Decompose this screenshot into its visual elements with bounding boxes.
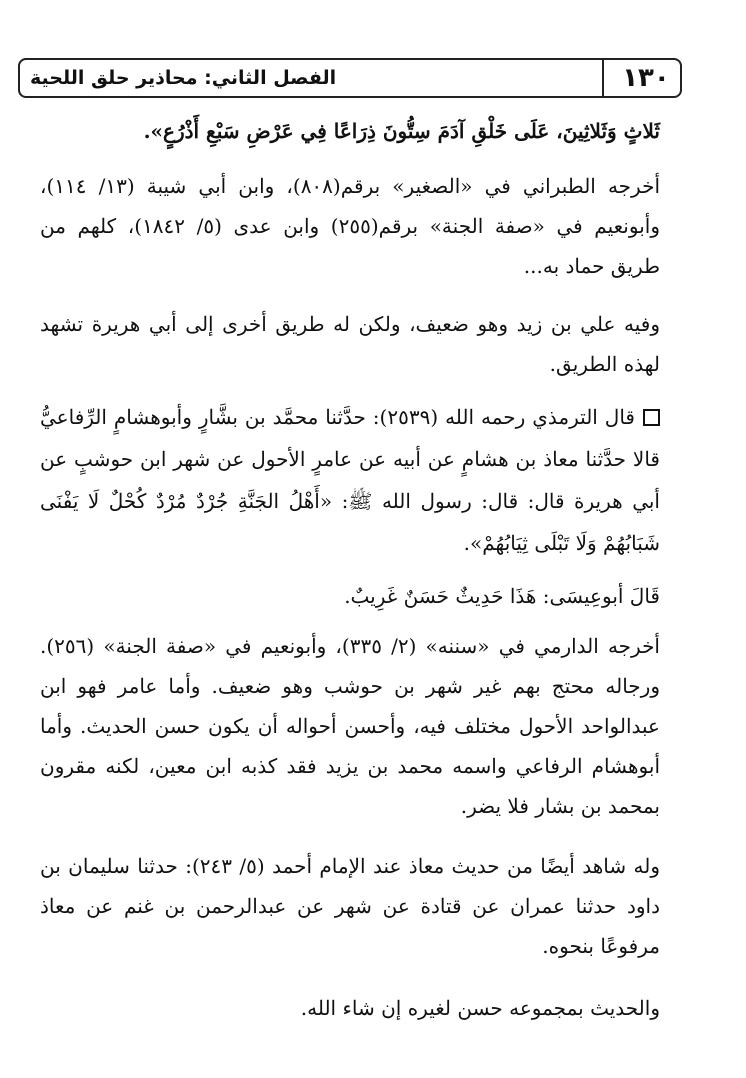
paragraph-takhrij-1: أخرجه الطبراني في «الصغير» برقم(٨٠٨)، وابن أبي شيبة (١٣/ ١١٤)، وأبونعيم في «صفة الجنة» برقم(٢٥٥) وابن عدى (٥/ ١٨٤٢)، كلهم من طريق حماد به... [40,174,660,278]
page-number: ١٣٠ [622,63,670,93]
paragraph-conclusion: والحديث بمجموعه حسن لغيره إن شاء الله. [300,996,660,1020]
paragraph-shahid: وله شاهد أيضًا من حديث معاذ عند الإمام أحمد (٥/ ٢٤٣): حدثنا سليمان بن داود حدثنا عمران عن قتادة عن شهر عن عبدالرحمن بن غنم عن معاذ مرفوعًا بنحوه. [40,854,660,958]
paragraph-tirmidhi-text: قال الترمذي رحمه الله (٢٥٣٩): حدَّثنا محمَّد بن بشَّارٍ وأبوهشامٍ الرِّفاعيُّ قالا حدَّثنا معاذ بن هشامٍ عن أبيه عن عامرٍ الأحول عن شهر ابن حوشبٍ عن أبي هريرة قال: قال: رسول الله ﷺ: «أَهْلُ الجَنَّةِ جُرْدٌ مُرْدٌ كُحْلٌ لَا يَفْنَى شَبَابُهُمْ وَلَا تَبْلَى ثِيَابُهُمْ». [40,405,660,555]
paragraph-hadith-continuation: ثَلاثٍ وَثَلاثِينَ، عَلَى خَلْقِ آدَمَ سِتُّونَ ذِرَاعًا فِي عَرْضِ سَبْعِ أَذْرُعٍ». [143,119,660,143]
chapter-title: الفصل الثاني: محاذير حلق اللحية [30,67,337,89]
paragraph-tirmidhi-hadith [40,396,660,564]
paragraph-takhrij-2: أخرجه الدارمي في «سننه» (٢/ ٣٣٥)، وأبونعيم في «صفة الجنة» (٢٥٦). ورجاله محتج بهم غير شهر بن حوشب وهو ضعيف. وأما عامر فهو ابن عبدالواحد الأحول مختلف فيه، وأحسن أحواله أن يكون حسن الحديث. وأما أبوهشام الرفاعي واسمه محمد بن يزيد فقد كذبه ابن معين، لكنه مقرون بمحمد بن بشار فلا يضر. [40,634,660,818]
square-bullet-icon [643,409,660,426]
paragraph-tirmidhi-grading: قَالَ أبوعِيسَى: هَذَا حَدِيثٌ حَسَنٌ غَرِيبٌ. [344,584,660,608]
paragraph-comment-1: وفيه علي بن زيد وهو ضعيف، ولكن له طريق أخرى إلى أبي هريرة تشهد لهذه الطريق. [40,312,660,376]
header-divider [602,58,604,98]
page-header [18,58,682,98]
